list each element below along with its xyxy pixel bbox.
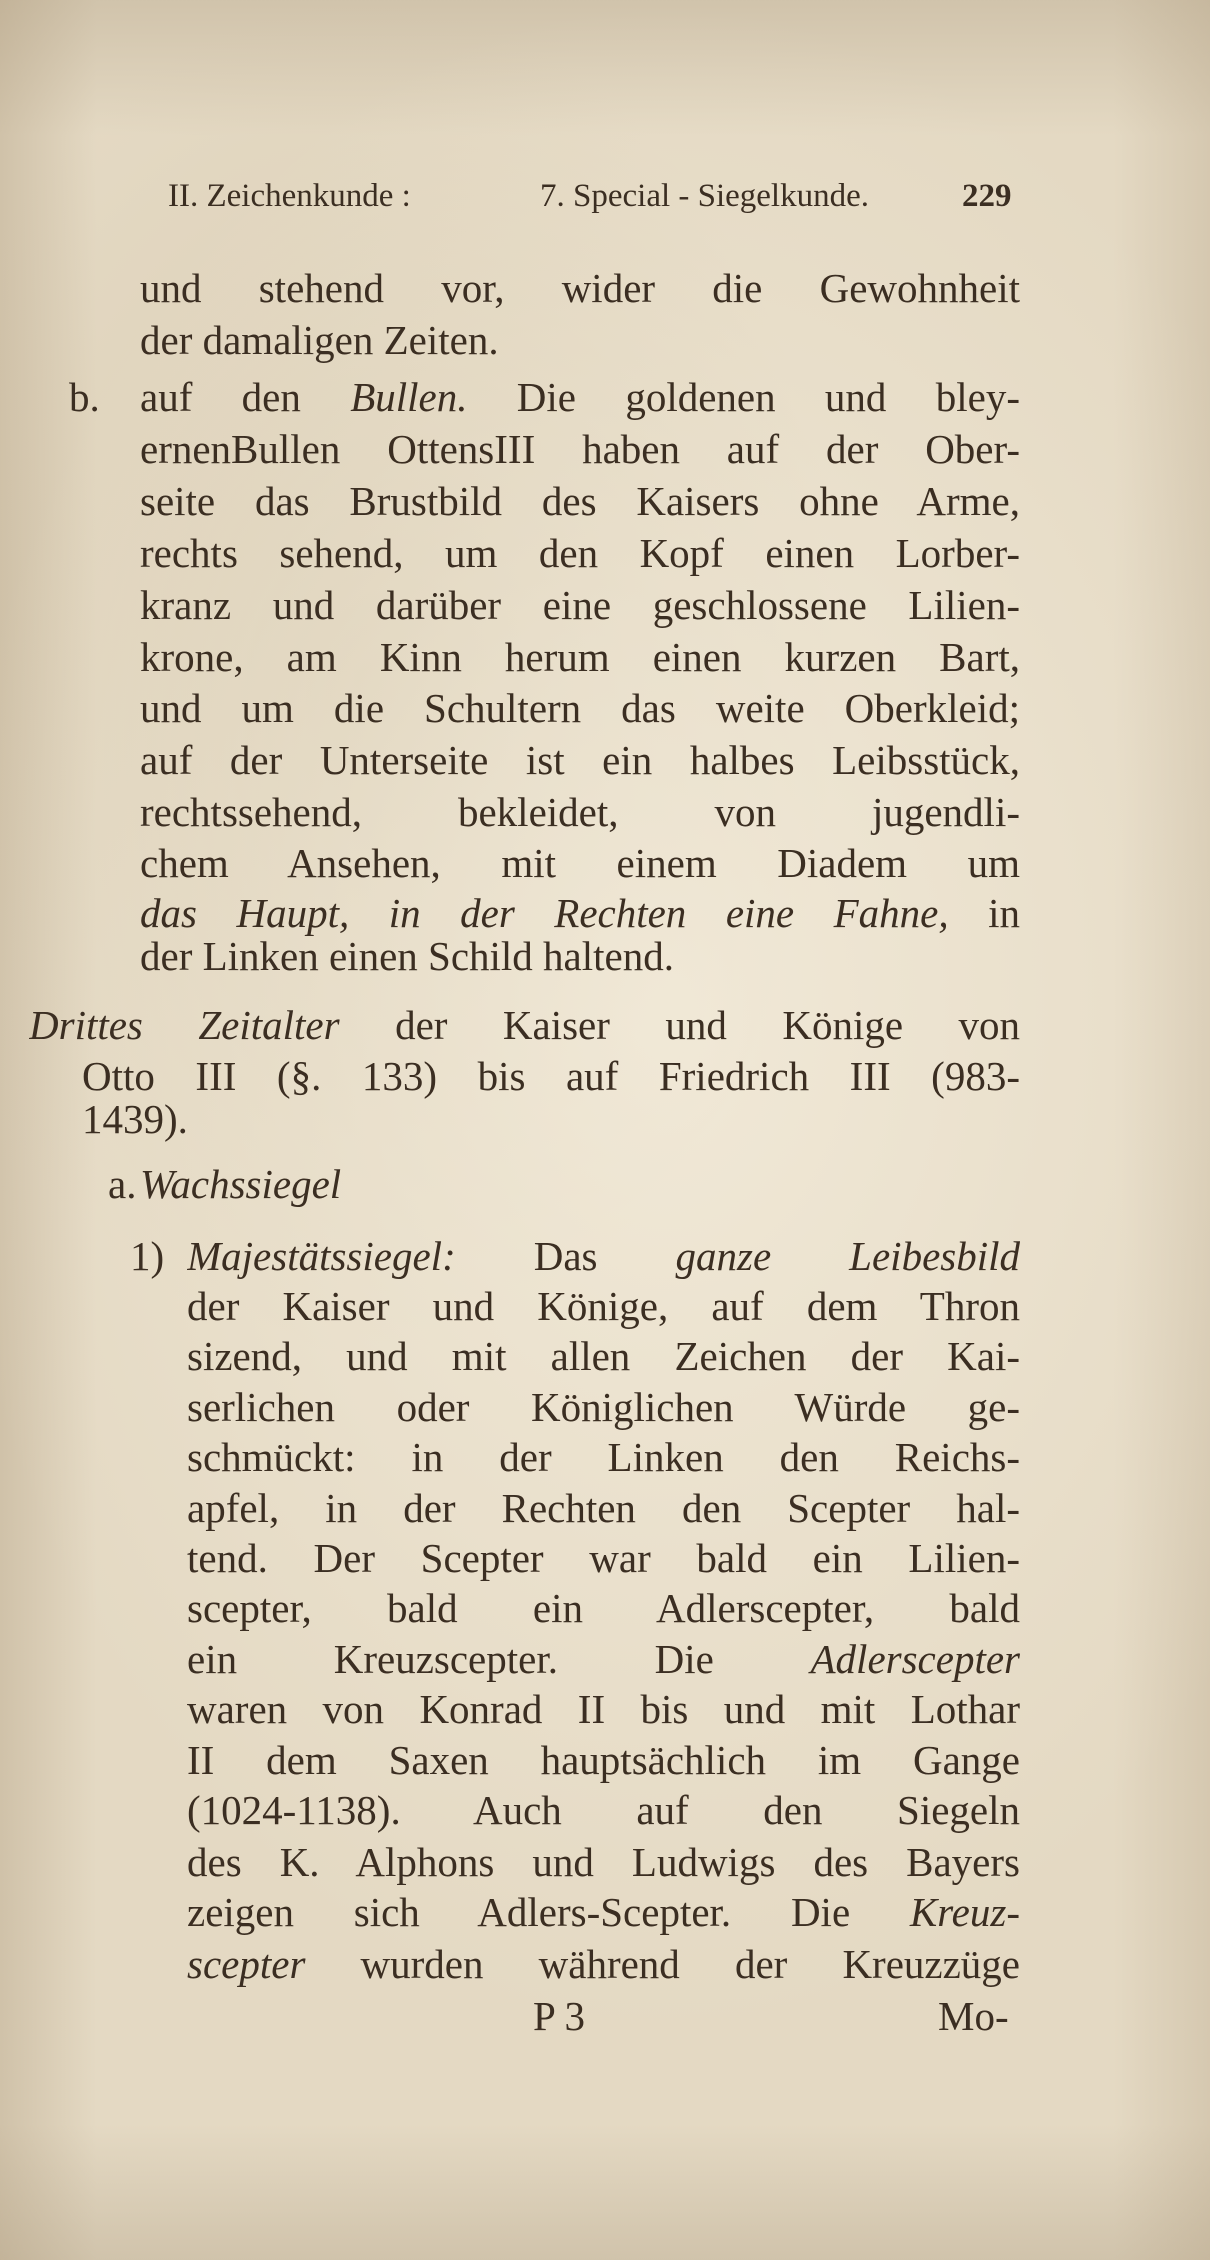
text-run: serlichen oder Königlichen Würde ge- xyxy=(187,1384,1020,1430)
text-line xyxy=(187,1936,1020,1992)
text-run: (1024-1138). Auch auf den Siegeln xyxy=(187,1787,1020,1833)
page-number: 229 xyxy=(962,178,1012,214)
text-line xyxy=(140,928,674,984)
text-line xyxy=(140,369,1020,425)
text-run: sizend, und mit allen Zeichen der Kai- xyxy=(187,1333,1020,1379)
text-line xyxy=(187,1884,1020,1940)
list-marker: 1) xyxy=(130,1233,165,1279)
text-run: waren von Konrad II bis und mit Lothar xyxy=(187,1686,1020,1732)
text-run: der Linken einen Schild haltend. xyxy=(140,933,674,979)
italic-text: Drittes Zeitalter xyxy=(29,1002,340,1048)
italic-text: Wachssiegel xyxy=(140,1161,342,1207)
text-line xyxy=(187,1530,1020,1586)
text-line xyxy=(187,1782,1020,1838)
text-run: apfel, in der Rechten den Scepter hal- xyxy=(187,1485,1020,1531)
text-run: 1439). xyxy=(82,1096,188,1142)
text-run: auf den xyxy=(140,374,351,420)
list-marker: a. xyxy=(108,1161,137,1207)
text-run: Otto III (§. 133) bis auf Friedrich III (983- xyxy=(82,1053,1020,1099)
text-line xyxy=(140,525,1020,581)
text-line xyxy=(187,1228,1020,1284)
text-line xyxy=(187,1732,1020,1788)
text-run: rechts sehend, um den Kopf einen Lorber- xyxy=(140,530,1020,576)
text-run: seite das Brustbild des Kaisers ohne Arme, xyxy=(140,478,1020,524)
italic-text: Kreuz- xyxy=(909,1889,1020,1935)
signature-mark: P 3 xyxy=(533,1993,586,2039)
italic-text: scepter xyxy=(187,1941,306,1987)
italic-text: in der Rechten eine Fahne, xyxy=(388,890,949,936)
text-run: Die goldenen und bley- xyxy=(467,374,1020,420)
text-run: chem Ansehen, mit einem Diadem um xyxy=(140,840,1020,886)
text-run: schmückt: in der Linken den Reichs- xyxy=(187,1434,1020,1480)
text-line xyxy=(140,1156,341,1212)
text-run: in xyxy=(948,890,1020,936)
text-run: tend. Der Scepter war bald ein Lilien- xyxy=(187,1535,1020,1581)
text-run: der Kaiser und Könige von xyxy=(339,1002,1020,1048)
text-line xyxy=(187,1834,1020,1890)
italic-text: Bullen. xyxy=(350,374,468,420)
text-line xyxy=(140,680,1020,736)
text-line xyxy=(82,1048,1020,1104)
text-line xyxy=(140,421,1020,477)
text-line xyxy=(187,1429,1020,1485)
text-line xyxy=(187,1631,1020,1687)
text-run: rechtssehend, bekleidet, von jugendli- xyxy=(140,789,1020,835)
header-chapter: 7. Special - Siegelkunde. xyxy=(540,178,870,214)
text-run: der Kaiser und Könige, auf dem Thron xyxy=(187,1283,1020,1329)
text-run: wurden während der Kreuzzüge xyxy=(305,1941,1020,1987)
text-line xyxy=(187,1328,1020,1384)
text-run: und um die Schultern das weite Oberkleid; xyxy=(140,685,1020,731)
catchword: Mo- xyxy=(938,1993,1009,2039)
text-run: ernenBullen OttensIII haben auf der Ober- xyxy=(140,426,1020,472)
text-line xyxy=(187,1681,1020,1737)
text-line xyxy=(140,473,1020,529)
italic-text: Majestätssiegel: xyxy=(187,1233,456,1279)
text-line xyxy=(140,732,1020,788)
italic-text: das Haupt, xyxy=(140,890,350,936)
text-run: ein Kreuzscepter. Die xyxy=(187,1636,811,1682)
italic-text: ganze Leibesbild xyxy=(675,1233,1020,1279)
italic-text: Adlerscepter xyxy=(810,1636,1020,1682)
text-run: der damaligen Zeiten. xyxy=(140,317,499,363)
text-line xyxy=(140,577,1020,633)
text-run: auf der Unterseite ist ein halbes Leibsstück, xyxy=(140,737,1020,783)
text-run: II dem Saxen hauptsächlich im Gange xyxy=(187,1737,1020,1783)
text-line xyxy=(140,312,499,368)
text-line xyxy=(140,629,1020,685)
text-line xyxy=(140,784,1020,840)
text-line xyxy=(140,835,1020,891)
text-line xyxy=(187,1580,1020,1636)
text-line xyxy=(82,1091,188,1147)
text-run: und stehend vor, wider die Gewohnheit xyxy=(140,265,1020,311)
text-run: des K. Alphons und Ludwigs des Bayers xyxy=(187,1839,1020,1885)
header-section: II. Zeichenkunde : xyxy=(168,178,411,214)
text-line xyxy=(187,1379,1020,1435)
text-run: scepter, bald ein Adlerscepter, bald xyxy=(187,1585,1020,1631)
text-run: krone, am Kinn herum einen kurzen Bart, xyxy=(140,634,1020,680)
text-line xyxy=(29,997,1020,1053)
text-run: Das xyxy=(455,1233,676,1279)
text-run: zeigen sich Adlers-Scepter. Die xyxy=(187,1889,910,1935)
list-marker: b. xyxy=(69,374,100,420)
text-line xyxy=(140,260,1020,316)
text-line xyxy=(187,1480,1020,1536)
text-run: kranz und darüber eine geschlossene Lilien- xyxy=(140,582,1020,628)
text-line xyxy=(187,1278,1020,1334)
